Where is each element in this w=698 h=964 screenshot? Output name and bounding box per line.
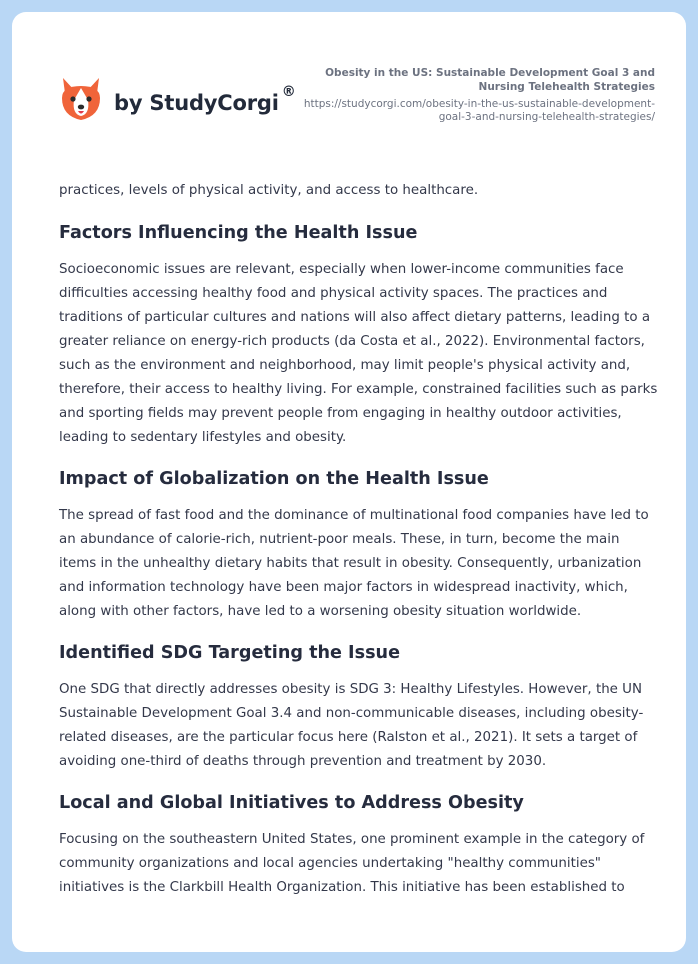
section-initiatives (59, 790, 659, 900)
section-body: Focusing on the southeastern United States, one prominent example in the category of community organizations and local agencies undertaking "healthy communities" initiatives is the Clarkbill Health Organization. This initiative has been established to (59, 832, 645, 895)
article-content (59, 179, 659, 916)
corgi-icon (60, 76, 102, 122)
document-url[interactable]: https://studycorgi.com/obesity-in-the-us-sustainable-development-goal-3-and-nursing-telehealth-strategies/ (303, 98, 655, 123)
section-body: The spread of fast food and the dominance of multinational food companies have led to an abundance of calorie-rich, nutrient-poor meals. These, in turn, become the main items in the unhealthy dietary habits that result in obesity. Consequently, urbanization and information technology have been major factors in widespread inactivity, which, along with other factors, have led to a worsening obesity situation worldwide. (59, 508, 649, 619)
section-factors (59, 220, 659, 450)
section-heading: Impact of Globalization on the Health Issue (59, 469, 489, 489)
document-meta (295, 66, 655, 124)
section-body: Socioeconomic issues are relevant, especially when lower-income communities face difficulties accessing healthy food and physical activity spaces. The practices and traditions of particular cultures and nations will also affect dietary patterns, leading to a greater reliance on energy-rich products (da Costa et al., 2022). Environmental factors, such as the environment and neighborhood, may limit people's physical activity and, therefore, their access to healthy living. For example, constrained facilities such as parks and sporting fields may prevent people from engaging in healthy outdoor activities, leading to sedentary lifestyles and obesity. (59, 262, 658, 445)
document-page (12, 12, 686, 952)
section-heading: Factors Influencing the Health Issue (59, 223, 418, 243)
document-title: Obesity in the US: Sustainable Development Goal 3 and Nursing Telehealth Strategies (325, 67, 655, 93)
section-globalization (59, 466, 659, 624)
section-heading: Identified SDG Targeting the Issue (59, 643, 401, 663)
section-body: One SDG that directly addresses obesity is SDG 3: Healthy Lifestyles. However, the UN Sustainable Development Goal 3.4 and non-communicable diseases, including obesity-related diseases, are the particular focus here (Ralston et al., 2021). It sets a target of avoiding one-third of deaths through prevention and treatment by 2030. (59, 682, 644, 769)
section-heading: Local and Global Initiatives to Address Obesity (59, 793, 524, 813)
brand-name: by StudyCorgi ® (114, 83, 296, 115)
section-sdg (59, 640, 659, 774)
studycorgi-logo[interactable] (60, 76, 296, 122)
registered-mark: ® (281, 83, 296, 100)
lead-paragraph: practices, levels of physical activity, and access to healthcare. (59, 183, 479, 198)
